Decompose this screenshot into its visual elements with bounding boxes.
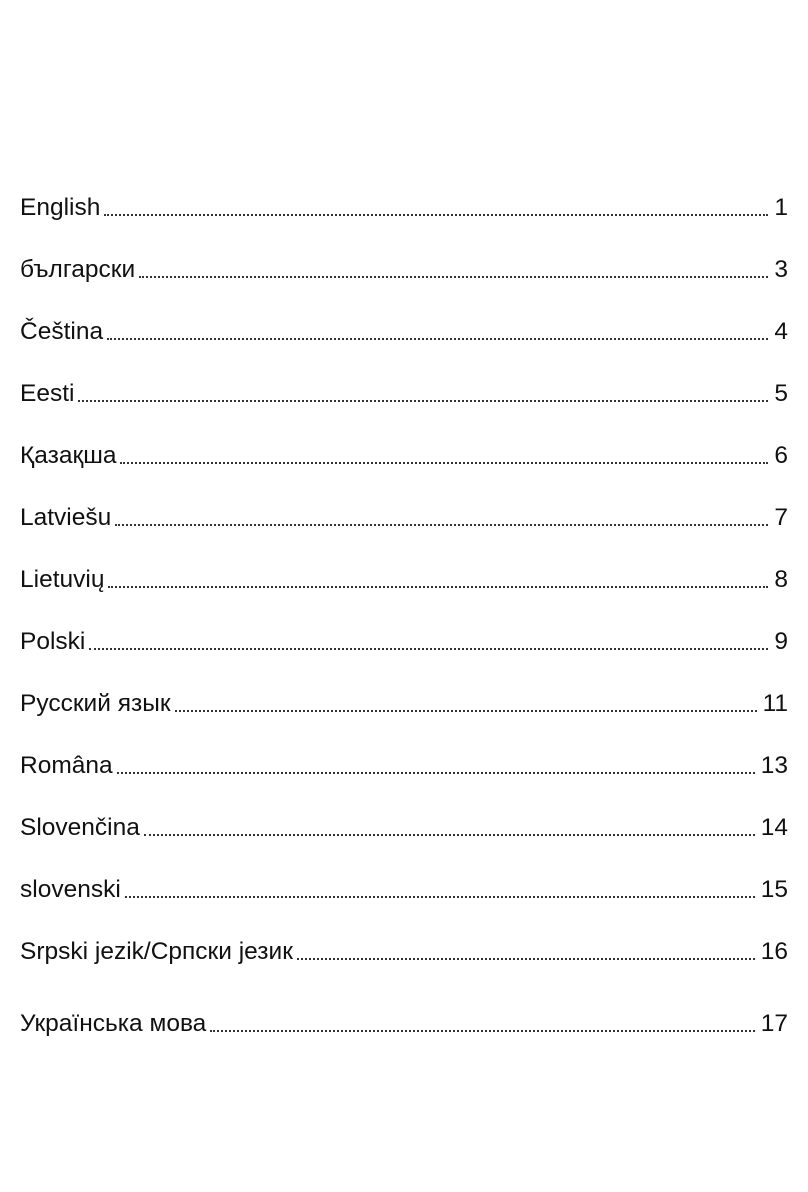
toc-entry-estonian[interactable] <box>20 350 788 412</box>
toc-entry-label: български <box>20 256 136 283</box>
toc-entry-page: 1 <box>774 194 788 221</box>
toc-entry-serbian[interactable] <box>20 908 788 970</box>
toc-entry-page: 6 <box>774 442 788 469</box>
toc-entry-slovak[interactable] <box>20 784 788 846</box>
dot-leader <box>108 586 768 588</box>
table-of-contents <box>20 164 788 1042</box>
toc-entry-label: Қазақша <box>20 442 117 469</box>
dot-leader <box>125 896 755 898</box>
toc-entry-page: 17 <box>760 1010 788 1037</box>
toc-entry-label: English <box>20 194 101 221</box>
toc-entry-label: Eesti <box>20 380 75 407</box>
toc-entry-russian[interactable] <box>20 660 788 722</box>
toc-entry-page: 7 <box>774 504 788 531</box>
dot-leader <box>210 1030 754 1032</box>
toc-entry-page: 11 <box>762 690 788 717</box>
toc-entry-page: 4 <box>774 318 788 345</box>
toc-entry-page: 15 <box>760 876 788 903</box>
toc-entry-label: Slovenčina <box>20 814 140 841</box>
toc-entry-page: 3 <box>774 256 788 283</box>
toc-entry-english[interactable] <box>20 164 788 226</box>
toc-entry-label: Polski <box>20 628 86 655</box>
dot-leader <box>104 214 768 216</box>
toc-entry-label: Čeština <box>20 318 104 345</box>
toc-entry-page: 16 <box>760 938 788 965</box>
toc-entry-page: 8 <box>774 566 788 593</box>
toc-entry-latvian[interactable] <box>20 474 788 536</box>
dot-leader <box>175 710 757 712</box>
toc-entry-label: Lietuvių <box>20 566 105 593</box>
toc-entry-bulgarian[interactable] <box>20 226 788 288</box>
dot-leader <box>115 524 768 526</box>
toc-entry-label: slovenski <box>20 876 121 903</box>
dot-leader <box>120 462 768 464</box>
toc-entry-lithuanian[interactable] <box>20 536 788 598</box>
toc-entry-label: Latviešu <box>20 504 112 531</box>
toc-entry-page: 14 <box>760 814 788 841</box>
toc-entry-page: 13 <box>760 752 788 779</box>
toc-entry-ukrainian[interactable] <box>20 970 788 1042</box>
toc-entry-page: 5 <box>774 380 788 407</box>
dot-leader <box>139 276 768 278</box>
dot-leader <box>117 772 755 774</box>
dot-leader <box>89 648 768 650</box>
dot-leader <box>78 400 768 402</box>
toc-entry-kazakh[interactable] <box>20 412 788 474</box>
toc-entry-label: Українська мова <box>20 1010 207 1037</box>
toc-entry-polish[interactable] <box>20 598 788 660</box>
toc-entry-label: Româna <box>20 752 113 779</box>
toc-entry-czech[interactable] <box>20 288 788 350</box>
dot-leader <box>144 834 755 836</box>
toc-entry-label: Русский язык <box>20 690 171 717</box>
toc-entry-slovenian[interactable] <box>20 846 788 908</box>
toc-entry-label: Srpski jezik/Српски језик <box>20 938 293 965</box>
dot-leader <box>107 338 768 340</box>
dot-leader <box>297 958 755 960</box>
toc-entry-page: 9 <box>774 628 788 655</box>
toc-entry-romanian[interactable] <box>20 722 788 784</box>
